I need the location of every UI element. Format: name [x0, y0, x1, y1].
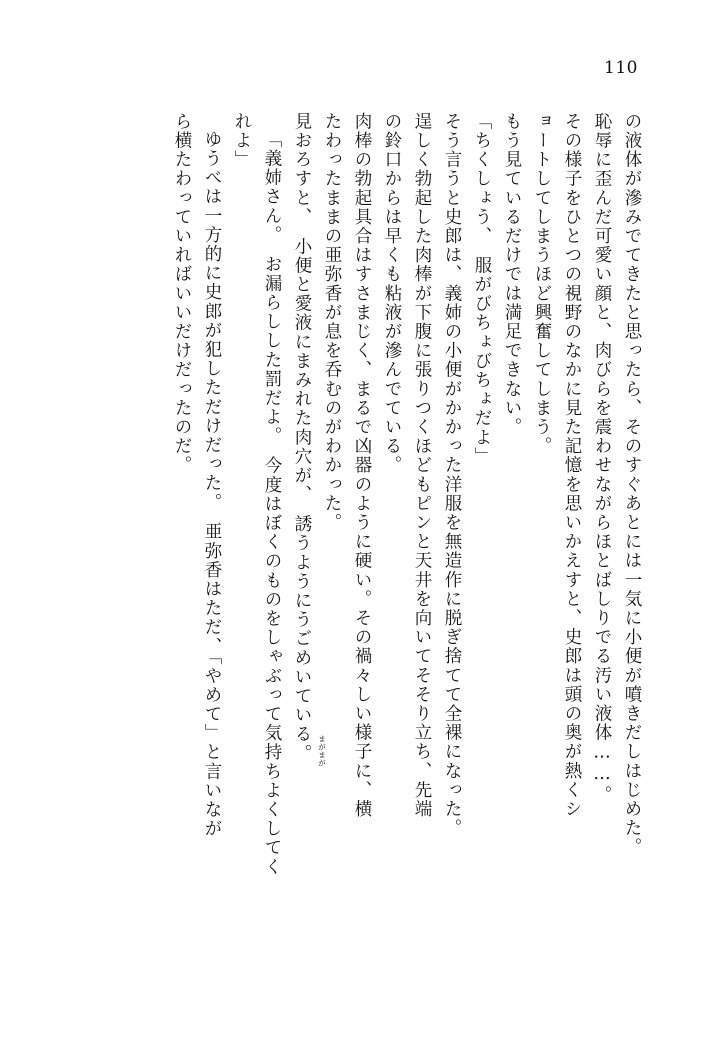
text-column: ら横たわっていればいいだけだったのだ。 [172, 112, 192, 475]
page-number: 110 [604, 58, 638, 78]
text-column: れよ」 [232, 112, 252, 170]
text-column: ゆうべは一方的に史郎が犯しただけだった。 亜弥香はただ、「やめて」と言いなが [202, 130, 222, 839]
ruby-annotation: まがまが [317, 735, 327, 767]
text-column: の液体が滲みでてきたと思ったら、そのすぐあとには一気に小便が噴きだしはじめた。 [622, 112, 642, 857]
text-column: 見おろすと、 小便と愛液にまみれた肉穴が、 誘うようにうごめいている。 [292, 112, 312, 763]
vertical-text-block [92, 112, 640, 950]
text-column: 「ちくしょう、 服がびちょびちょだよ」 [472, 112, 492, 467]
text-column: 恥辱に歪んだ可愛い顔と、肉びらを震わせながらほとばしりでる汚い液体……。 [592, 112, 612, 805]
text-column: 肉棒の勃起具合はすさまじく、まるで凶器のように硬い。その禍々しい様子に、横 [352, 112, 372, 819]
text-column: そう言うと史郎は、義姉の小便がかかった洋服を無造作に脱ぎ捨てて全裸になった。 [442, 112, 462, 838]
text-column: 逞しく勃起した肉棒が下腹に張りつくほどもピンと天井を向いてそそり立ち、先端 [412, 112, 432, 819]
text-column: たわったままの亜弥香が息を呑むのがわかった。 [322, 112, 342, 533]
text-column: 「義姉さん。 お漏らしした罰だよ。 今度はぼくのものをしゃぶって気持ちよくしてく [262, 130, 282, 877]
text-column: その様子をひとつの視野のなかに見た記憶を思いかえすと、史郎は頭の奥が熱くシ [562, 112, 582, 819]
text-column: もう見ているだけでは満足できない。 [502, 112, 522, 437]
text-column: の鈴口からは早くも粘液が滲んでている。 [382, 112, 402, 475]
text-column: ョートしてしまうほど興奮してしまう。 [532, 112, 552, 456]
